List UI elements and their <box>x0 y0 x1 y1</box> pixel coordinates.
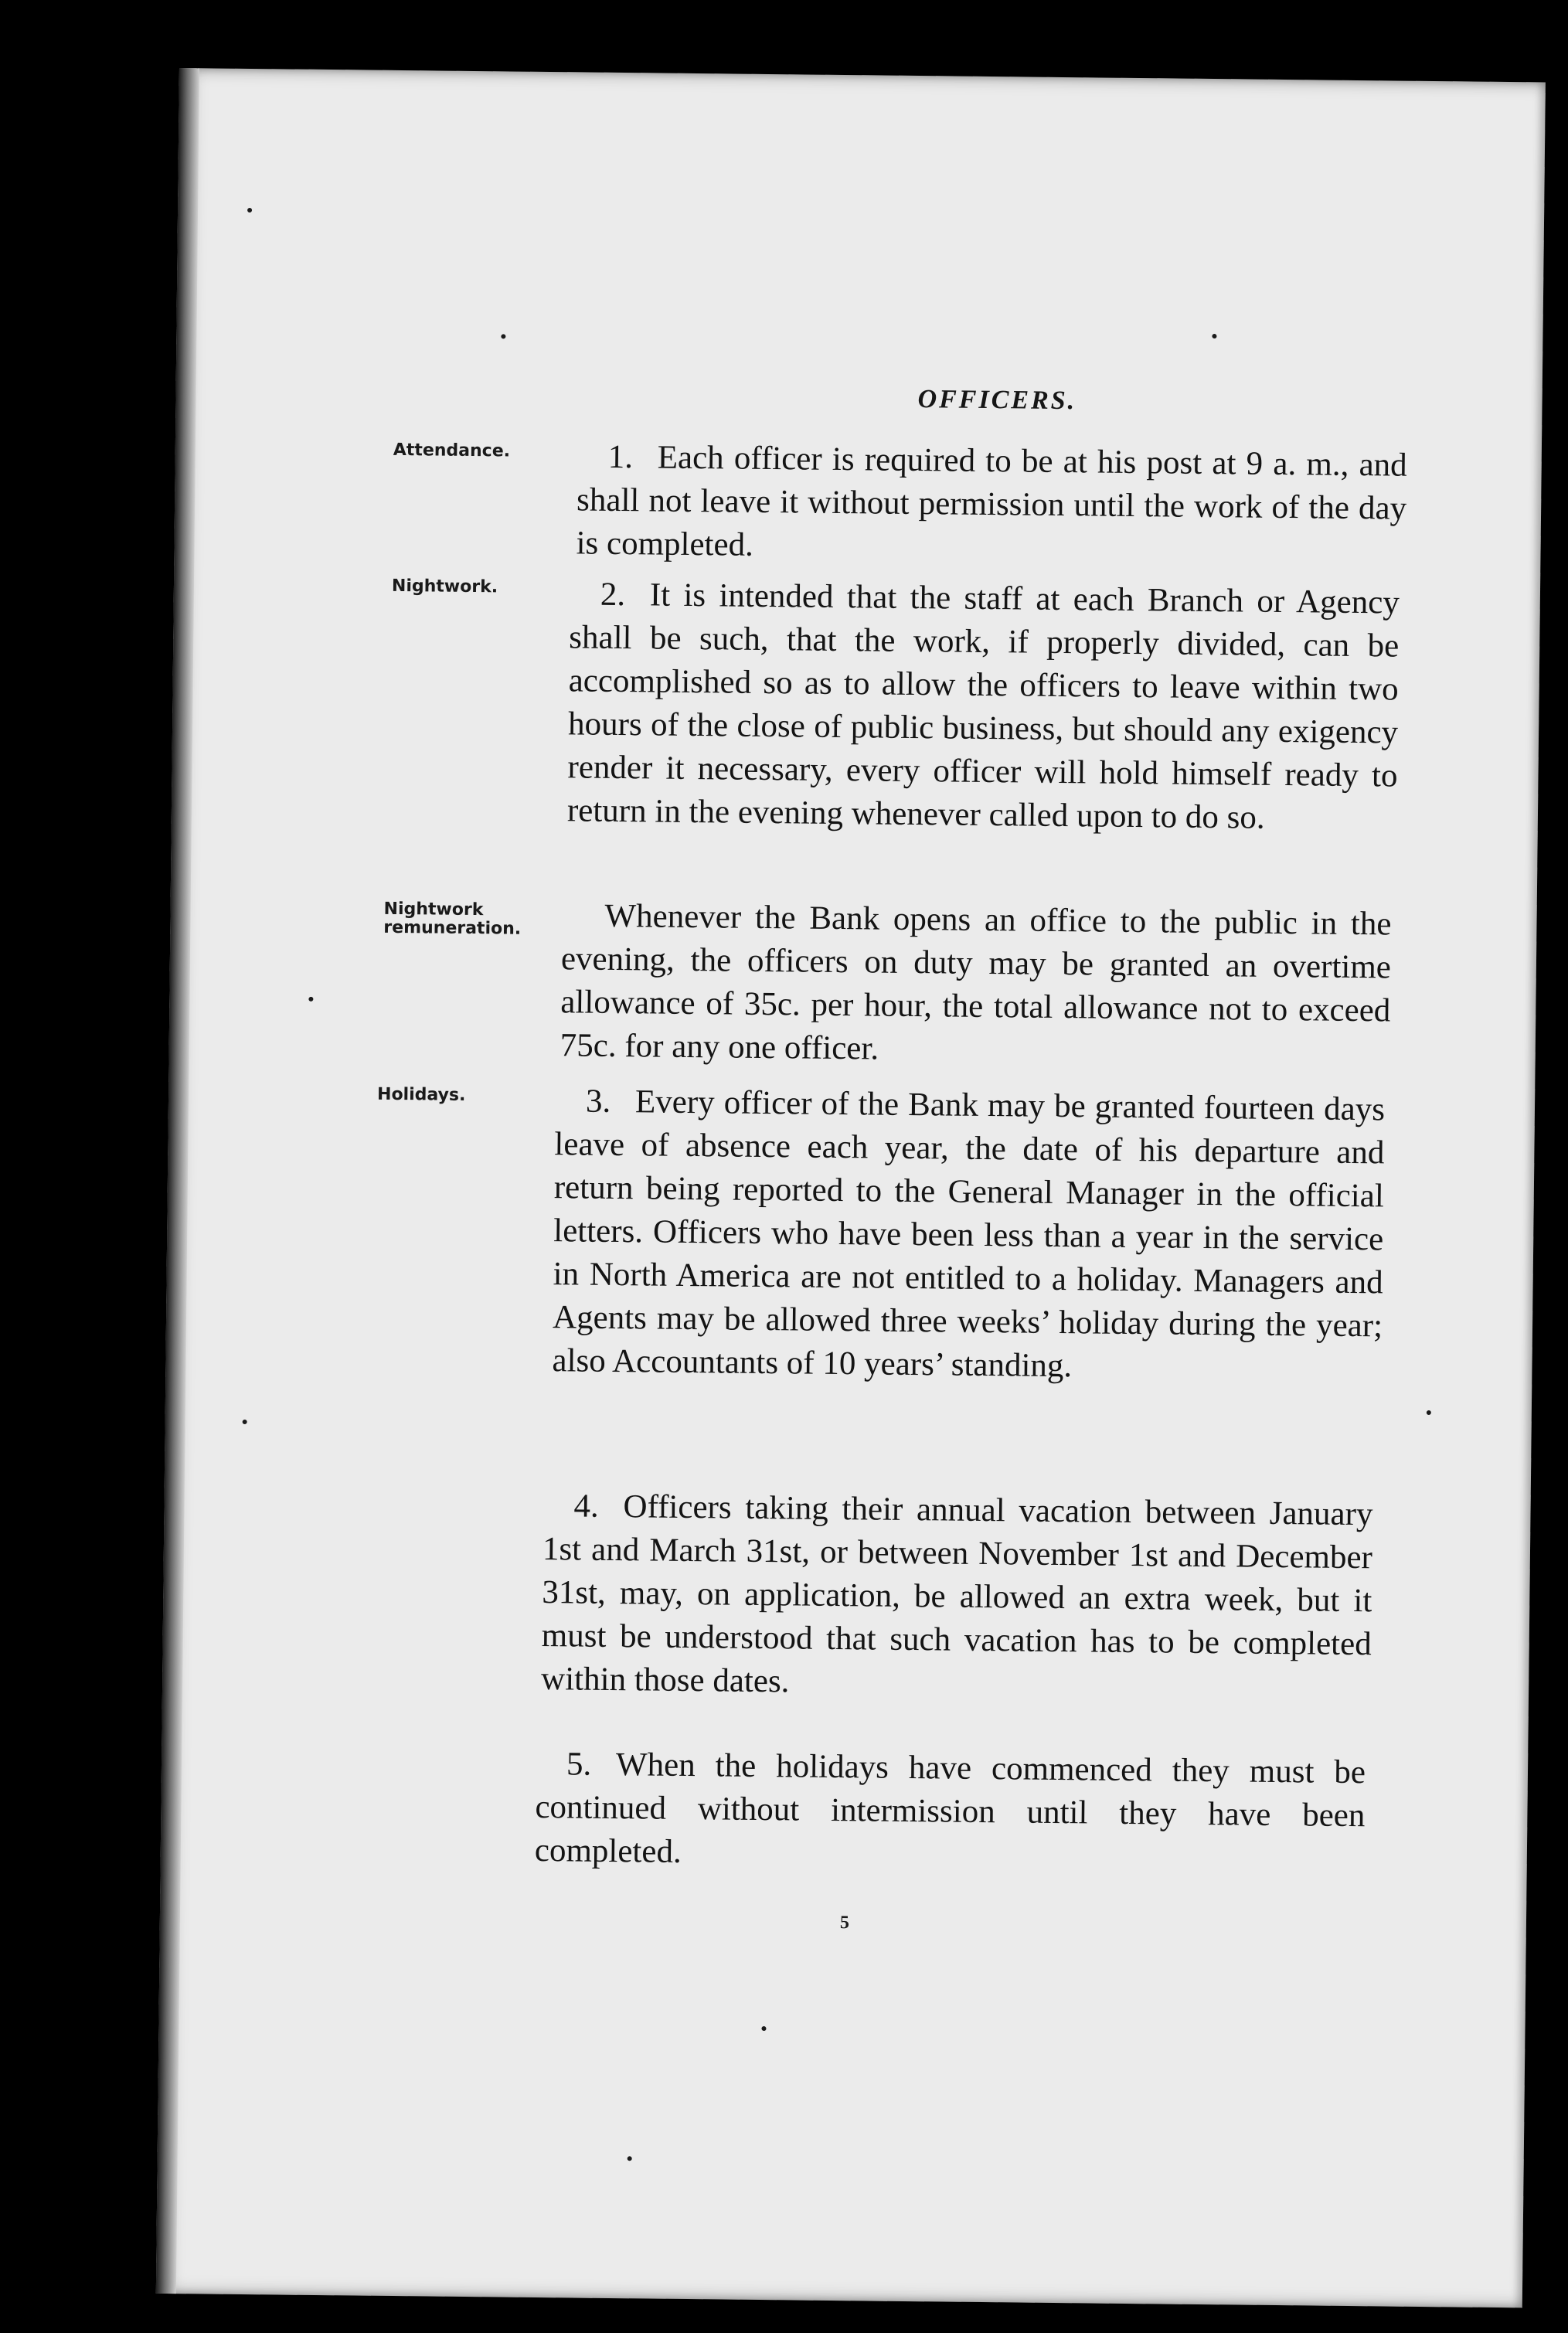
sidenote-attendance: Attendance. <box>393 440 511 461</box>
paragraph-2-number: 2. <box>600 576 626 614</box>
sidenote-nightwork: Nightwork. <box>391 576 498 597</box>
page-number: 5 <box>839 1913 850 1933</box>
page-spine-shadow <box>156 68 199 2294</box>
paper-speck <box>308 997 313 1002</box>
paper-speck <box>628 2156 632 2161</box>
sidenote-nightwork-remuneration-line2: remuneration. <box>383 917 522 939</box>
paragraph-1-text: Each officer is required to be at his post at 9 a. m., and shall not leave it without permission until the work of the day is completed. <box>576 439 1407 563</box>
document-page <box>156 68 1546 2307</box>
paragraph-5 <box>535 1743 1366 1881</box>
paragraph-4 <box>541 1484 1373 1709</box>
paragraph-2-continuation: Whenever the Bank opens an office to the public in the evening, the officers on duty may be granted an overtime allowance of 35c. per hour, the total allowance not to exceed 75c. for any one officer. <box>560 897 1392 1067</box>
paragraph-2 <box>567 573 1400 841</box>
paragraph-5-number: 5. <box>566 1746 592 1783</box>
paper-speck <box>247 208 252 213</box>
paragraph-4-number: 4. <box>573 1488 600 1525</box>
paragraph-5-text: When the holidays have commenced they must be continued without intermission until they have been completed. <box>534 1746 1366 1870</box>
paper-speck <box>1427 1410 1431 1415</box>
paper-speck <box>761 2026 766 2031</box>
sidenote-nightwork-remuneration-line1: Nightwork <box>383 899 484 920</box>
paragraph-1-number: 1. <box>607 438 634 476</box>
paragraph-3 <box>552 1080 1385 1391</box>
paragraph-4-text: Officers taking their annual vacation between January 1st and March 31st, or between November 1st and December 31st, may, on application, be allowed an extra week, but it must be understood that such vacation has to be completed within those dates. <box>540 1488 1373 1700</box>
paper-speck <box>501 334 505 338</box>
paragraph-3-number: 3. <box>585 1083 611 1120</box>
paper-speck <box>1212 334 1216 338</box>
sidenote-nightwork-remuneration <box>383 900 521 939</box>
paragraph-2-text: It is intended that the staff at each Branch or Agency shall be such, that the work, if properly divided, can be accomplished so as to allow the officers to leave within two hours of the close of public business, but should any exigency render it necessary, every officer will hold himself ready to return in the evening whenever called upon to do so. <box>566 576 1400 836</box>
paragraph-1 <box>576 435 1407 573</box>
sidenote-holidays: Holidays. <box>376 1084 466 1105</box>
paper-speck <box>243 1420 247 1424</box>
section-heading: OFFICERS. <box>917 385 1077 416</box>
paragraph-3-text: Every officer of the Bank may be granted fourteen days leave of absence each year, the date of his departure and return being reported to the General Manager in the official letters. Officers who have been less than a year in the service in North America are not entitled to a holiday. Managers and Agents may be allowed three weeks’ holiday during the year; also Accountants of 10 years’ standing. <box>552 1083 1386 1385</box>
